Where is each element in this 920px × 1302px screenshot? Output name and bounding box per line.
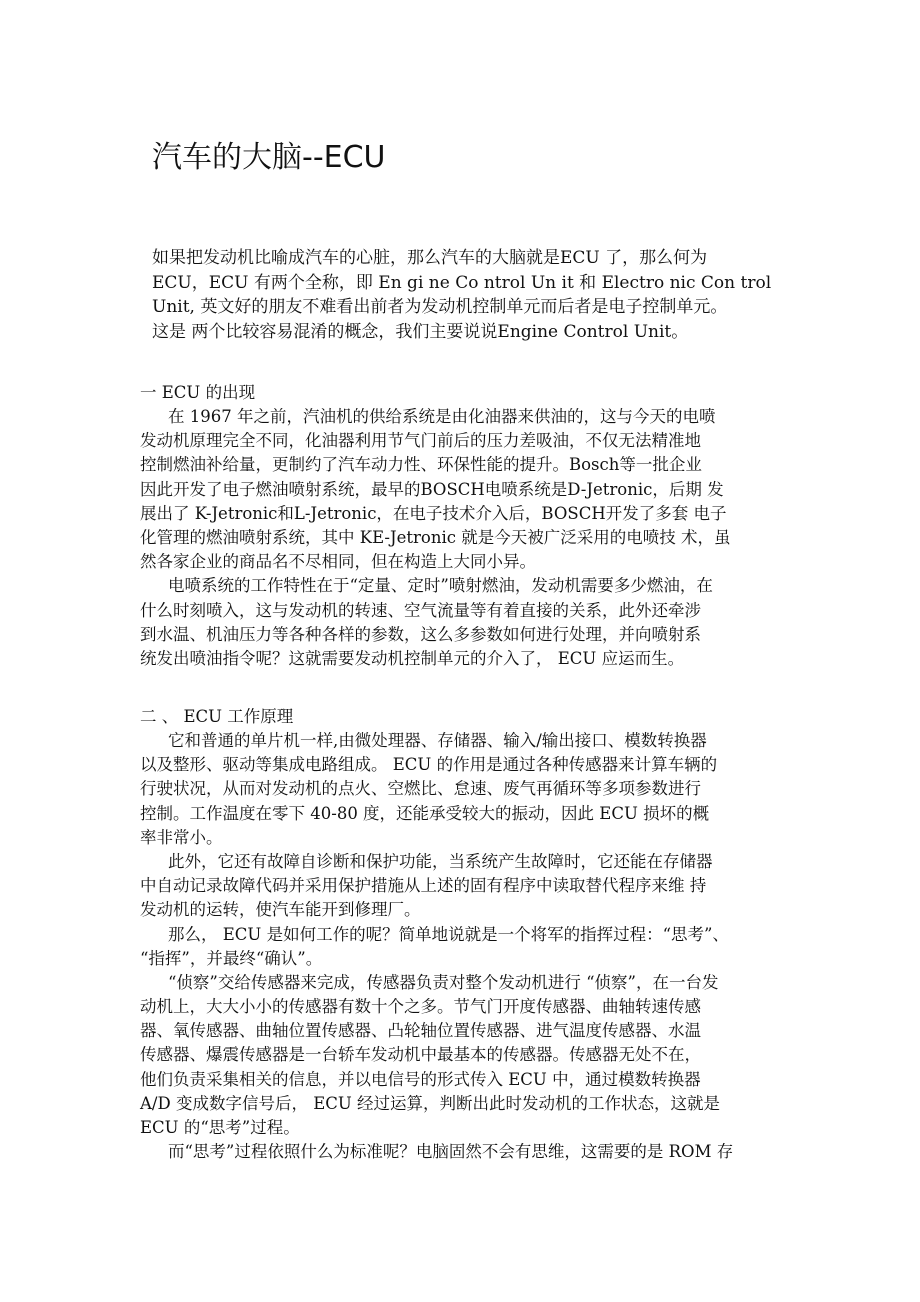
section-ecu-origin [140,381,790,671]
text-line: 然各家企业的商品名不尽相同，但在构造上大同小异。 [140,552,536,572]
text-line: 而“思考”过程依照什么为标准呢？电脑固然不会有思维，这需要的是 ROM 存 [168,1142,734,1162]
text-line: 化管理的燃油喷射系统，其中 KE-Jetronic 就是今天被广泛采用的电喷技 术，虽 [140,527,731,547]
text-line: 电喷系统的工作特性在于“定量、定时”喷射燃油，发动机需要多少燃油，在 [168,576,713,596]
text-line: 率非常小。 [140,827,223,847]
text-line: ECU 的“思考”过程。 [140,1118,300,1137]
text-line: 那么， ECU 是如何工作的呢？简单地说就是一个将军的指挥过程：“思考”、 [168,924,729,944]
text-line: 动机上，大大小小的传感器有数十个之多。节气门开度传感器、曲轴转速传感 [140,997,701,1017]
text-line: 这是 两个比较容易混淆的概念，我们主要说说Engine Control Unit。 [152,321,689,342]
text-line: 如果把发动机比喻成汽车的心脏，那么汽车的大脑就是ECU 了，那么何为 [152,248,708,268]
text-line: 发动机原理完全不同，化油器利用节气门前后的压力差吸油，不仅无法精准地 [140,431,701,451]
document-title: 汽车的大脑--ECU [152,140,386,175]
text-line: 传感器、爆震传感器是一台轿车发动机中最基本的传感器。传感器无处不在， [140,1045,701,1065]
text-line: “指挥”，并最终“确认”。 [140,948,323,968]
text-line: ECU，ECU 有两个全称，即 En gi ne Co ntrol Un it 和 Electro nic Con trol [152,272,772,293]
text-line: “侦察”交给传感器来完成，传感器负责对整个发动机进行 “侦察”，在一台发 [168,972,719,992]
section-ecu-working-principle [140,705,790,1164]
text-line: 展出了 K-Jetronic和L-Jetronic，在电子技术介入后，BOSCH开发了多套 电子 [140,503,727,523]
text-line: 控制。工作温度在零下 40-80 度，还能承受较大的振动，因此 ECU 损坏的概 [140,803,710,823]
text-line: 它和普通的单片机一样,由微处理器、存储器、输入/输出接口、模数转换器 [168,731,707,750]
text-line: A/D 变成数字信号后， ECU 经过运算，判断出此时发动机的工作状态，这就是 [140,1093,721,1113]
text-line: Unit, 英文好的朋友不难看出前者为发动机控制单元而后者是电子控制单元。 [152,297,728,317]
text-line: 此外，它还有故障自诊断和保护功能，当系统产生故障时，它还能在存储器 [168,851,713,871]
text-line: 在 1967 年之前，汽油机的供给系统是由化油器来供油的，这与今天的电喷 [168,407,716,426]
text-line: 以及整形、驱动等集成电路组成。 ECU 的作用是通过各种传感器来计算车辆的 [140,755,718,775]
text-line: 发动机的运转，使汽车能开到修理厂。 [140,900,421,920]
text-line: 器、氧传感器、曲轴位置传感器、凸轮轴位置传感器、进气温度传感器、水温 [140,1021,701,1041]
text-line: 控制燃油补给量，更制约了汽车动力性、环保性能的提升。Bosch等一批企业 [140,455,702,475]
section-heading: 二 、 ECU 工作原理 [140,707,294,726]
text-line: 到水温、机油压力等各种各样的参数，这么多参数如何进行处理，并向喷射系 [140,624,701,644]
text-line: 他们负责采集相关的信息，并以电信号的形式传入 ECU 中，通过模数转换器 [140,1069,701,1089]
text-line: 行驶状况，从而对发动机的点火、空燃比、怠速、废气再循环等多项参数进行 [140,779,701,799]
text-line: 统发出喷油指令呢？这就需要发动机控制单元的介入了， ECU 应运而生。 [140,648,685,668]
text-line: 中自动记录故障代码并采用保护措施从上述的固有程序中读取替代程序来维 持 [140,876,707,896]
intro-paragraph [152,246,782,344]
section-heading: 一 ECU 的出现 [140,383,256,402]
text-line: 因此开发了电子燃油喷射系统，最早的BOSCH电喷系统是D-Jetronic，后期 发 [140,479,724,499]
text-line: 什么时刻喷入，这与发动机的转速、空气流量等有着直接的关系，此外还牵涉 [140,600,701,620]
